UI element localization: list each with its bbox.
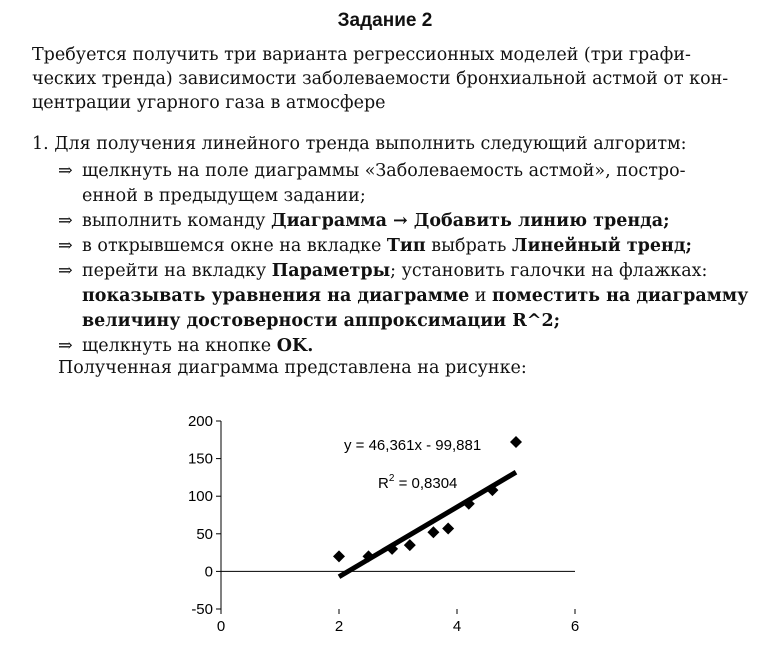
r-squared-label: $R^2 = 0,8304$: [378, 473, 458, 492]
checkbox-name: величину достоверности аппроксимации R^2: [82, 311, 554, 331]
task-title: Задание 2: [337, 10, 433, 31]
y-tick-label: 100: [187, 488, 213, 506]
punct: ;: [663, 211, 670, 231]
command-name: Диаграмма → Добавить линию тренда: [271, 211, 664, 231]
intro-line: Требуется получить три варианта регрессионных моделей (три графи-: [32, 45, 691, 65]
data-point-marker: [404, 539, 416, 551]
trend-equation: y = 46,361x - 99,881: [344, 437, 482, 454]
punct: ;: [553, 311, 561, 331]
result-caption: Полученная диаграмма представлена на рисунке:: [58, 358, 527, 378]
y-tick-label: 200: [187, 413, 213, 430]
punct: ;: [685, 236, 692, 256]
checkbox-name: показывать уравнения на диаграмме: [82, 286, 470, 306]
checkbox-name: поместить на диаграмму: [492, 286, 749, 306]
intro-line: центрации угарного газа в атмосфере: [32, 93, 386, 113]
y-tick-label: -50: [191, 601, 213, 618]
bullet-text: перейти на вкладку: [82, 261, 272, 281]
bullet-text: выбрать: [425, 236, 512, 256]
tab-name: Тип: [386, 236, 426, 256]
arrow-icon: ⇒: [58, 261, 73, 281]
bullet-text: и: [469, 286, 493, 306]
data-point-marker: [510, 436, 522, 448]
bullet-text: ; установить галочки на флажках:: [390, 261, 708, 281]
arrow-icon: ⇒: [58, 161, 73, 181]
y-tick-label: 150: [187, 450, 213, 468]
button-name: OK: [276, 336, 308, 356]
bullet-text: щелкнуть на кнопке: [82, 336, 277, 356]
data-point-marker: [333, 550, 345, 562]
arrow-icon: ⇒: [58, 211, 73, 231]
data-points: [333, 436, 522, 562]
y-tick-label: 50: [196, 525, 213, 543]
tab-name: Параметры: [271, 261, 391, 281]
trend-type-name: Линейный тренд: [512, 236, 686, 256]
x-tick-label: 4: [452, 618, 462, 635]
bullet-text: щелкнуть на поле диаграммы «Заболеваемость астмой», постро-: [82, 161, 686, 181]
data-point-marker: [442, 523, 454, 535]
y-tick-label: 0: [204, 563, 213, 581]
step-1-heading: 1. Для получения линейного тренда выполнить следующий алгоритм:: [32, 134, 687, 154]
x-tick-label: 0: [216, 618, 226, 635]
intro-line: ческих тренда) зависимости заболеваемости бронхиальной астмой от кон-: [32, 69, 729, 89]
data-point-marker: [427, 526, 439, 538]
x-tick-label: 2: [334, 618, 344, 635]
bullet-text: в открывшемся окне на вкладке: [82, 236, 387, 256]
arrow-icon: ⇒: [58, 336, 73, 356]
arrow-icon: ⇒: [58, 236, 73, 256]
punct: .: [307, 336, 314, 356]
x-tick-label: 6: [570, 618, 580, 635]
bullet-text: выполнить команду: [82, 211, 272, 231]
bullet-text: енной в предыдущем задании;: [82, 186, 366, 206]
